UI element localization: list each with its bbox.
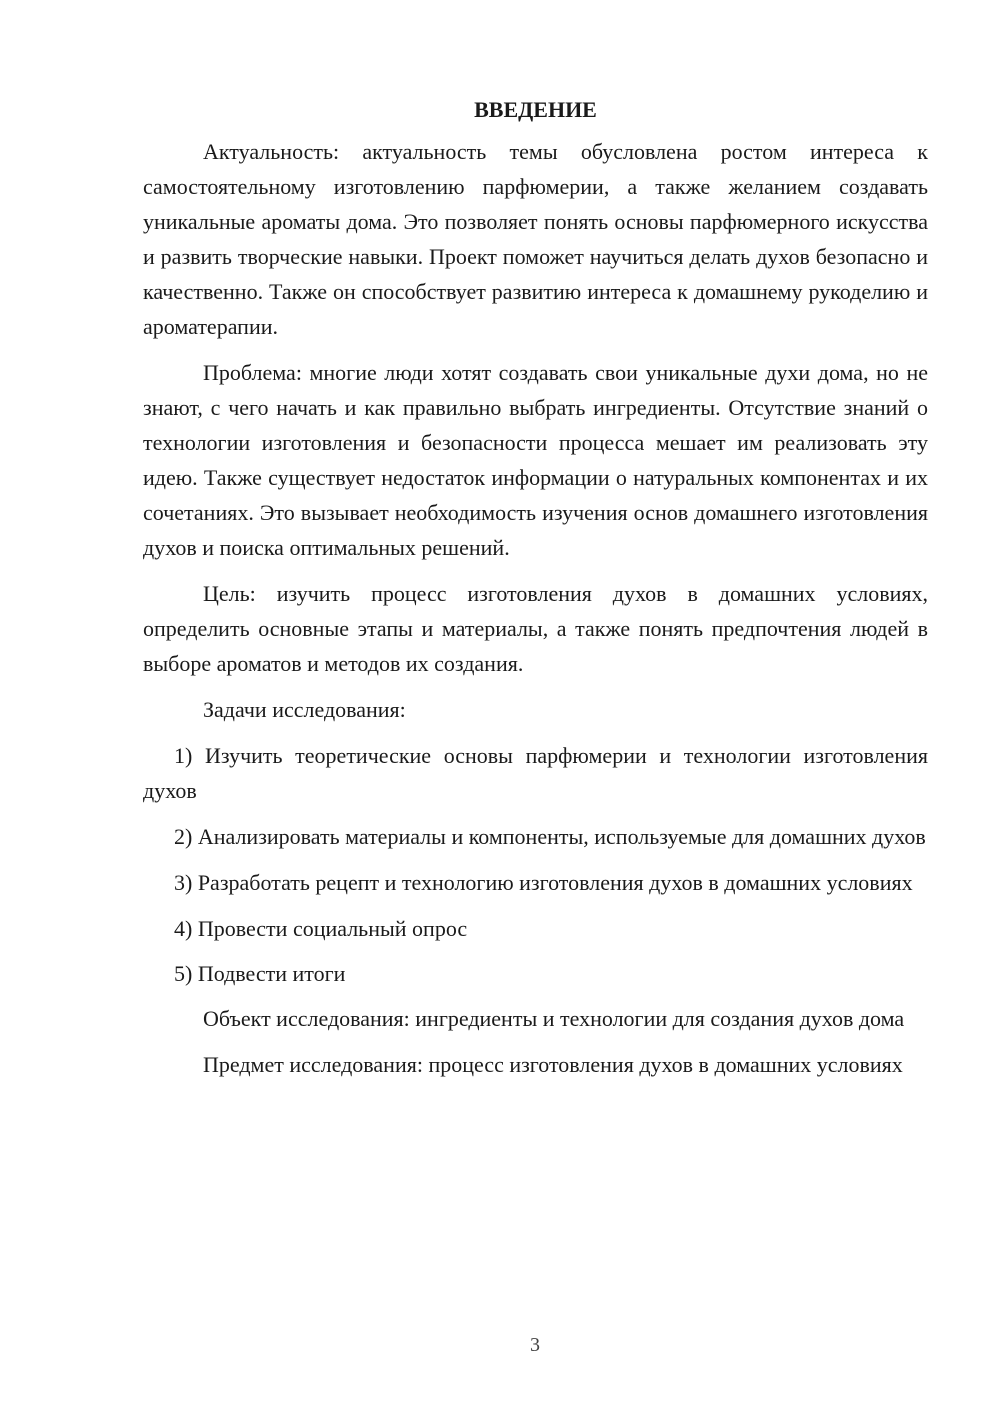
- page-title: ВВЕДЕНИЕ: [474, 97, 597, 122]
- tasks-heading: Задачи исследования:: [203, 697, 406, 722]
- problem-paragraph: Проблема: многие люди хотят создавать свои уникальные духи дома, но не знают, с чего начать и как правильно выбрать ингредиенты. Отсутствие знаний о технологии изготовления и безопасности процесса мешает им реализовать эту идею. Также существует недостаток информации о натуральных компонентах и их сочетаниях. Это вызывает необходимость изучения основ домашнего изготовления духов и поиска оптимальных решений.: [143, 360, 928, 560]
- goal-paragraph: Цель: изучить процесс изготовления духов в домашних условиях, определить основные этапы и материалы, а также понять предпочтения людей в выборе ароматов и методов их создания.: [143, 581, 928, 676]
- task-item-5: 5) Подвести итоги: [174, 961, 346, 986]
- page-number: 3: [530, 1334, 540, 1356]
- relevance-paragraph: Актуальность: актуальность темы обусловлена ростом интереса к самостоятельному изготовлению парфюмерии, а также желанием создавать уникальные ароматы дома. Это позволяет понять основы парфюмерного искусства и развить творческие навыки. Проект поможет научиться делать духов безопасно и качественно. Также он способствует развитию интереса к домашнему рукоделию и ароматерапии.: [143, 139, 928, 339]
- task-item-2: 2) Анализировать материалы и компоненты, используемые для домашних духов: [174, 824, 926, 849]
- task-item-1: 1) Изучить теоретические основы парфюмерии и технологии изготовления духов: [143, 743, 928, 803]
- task-item-3: 3) Разработать рецепт и технологию изготовления духов в домашних условиях: [174, 870, 913, 895]
- subject-paragraph: Предмет исследования: процесс изготовления духов в домашних условиях: [203, 1052, 903, 1077]
- document-page: [143, 92, 928, 1093]
- task-item-4: 4) Провести социальный опрос: [174, 916, 468, 941]
- object-paragraph: Объект исследования: ингредиенты и технологии для создания духов дома: [203, 1006, 905, 1031]
